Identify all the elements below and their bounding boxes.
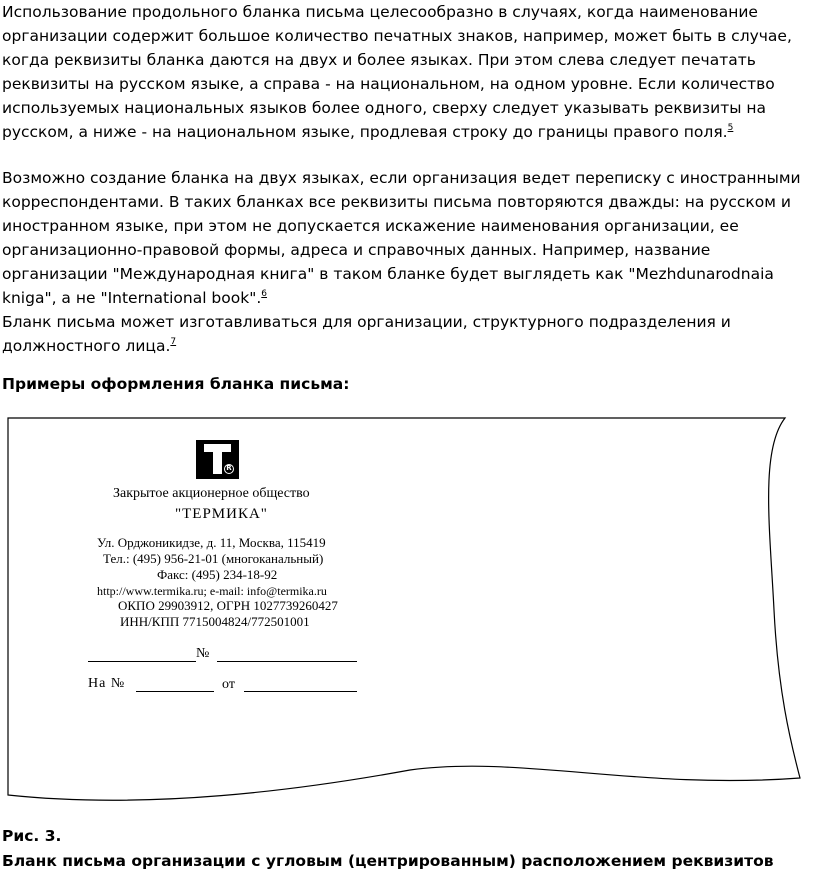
paragraph-1 [2, 0, 814, 144]
ref-from-label: от [222, 677, 235, 692]
paragraph-3-text: Бланк письма может изготавливаться для организации, структурного подразделения и должностного лица. [2, 313, 731, 355]
ref-date-field [244, 691, 357, 692]
org-web-email: http://www.termika.ru; e-mail: info@termika.ru [97, 584, 327, 598]
footnote-ref-6[interactable]: 6 [261, 289, 268, 299]
figure-caption: Бланк письма организации с угловым (центрированным) расположением реквизитов [2, 852, 774, 870]
org-address: Ул. Орджоникидзе, д. 11, Москва, 115419 [97, 535, 326, 550]
footnote-ref-7[interactable]: 7 [170, 337, 177, 347]
paragraph-2-text: Возможно создание бланка на двух языках, если организация ведет переписку с иностранными корреспондентами. В таких бланках все реквизиты письма повторяются дважды: на русском и иностранном языке, при этом не допускается искажение наименования организации, ее организационно-правовой формы, адреса и справочных данных. Например, название организации "Международная книга" в таком бланке будет выглядеть как "Mezhdunarodnaia kniga", а не "International book". [2, 169, 801, 307]
ref-number-field [136, 691, 214, 692]
outgoing-number-field [217, 661, 357, 662]
footnote-ref-5[interactable]: 5 [727, 123, 734, 133]
org-okpo: ОКПО 29903912, ОГРН 1027739260427 [118, 598, 338, 613]
number-sign: № [196, 646, 210, 661]
org-fax: Факс: (495) 234-18-92 [157, 567, 278, 582]
ref-number-label: На № [88, 676, 126, 691]
examples-heading: Примеры оформления бланка письма: [2, 375, 350, 393]
org-type: Закрытое акционерное общество [113, 486, 310, 501]
paragraph-2 [2, 166, 814, 310]
org-name: "ТЕРМИКА" [175, 506, 268, 522]
org-phone: Тел.: (495) 956-21-01 (многоканальный) [103, 551, 324, 566]
org-inn: ИНН/КПП 7715004824/772501001 [120, 614, 310, 629]
outgoing-date-field [88, 661, 196, 662]
paragraph-1-text: Использование продольного бланка письма целесообразно в случаях, когда наименование организации содержит большое количество печатных знаков, например, может быть в случае, когда реквизиты бланка даются на двух и более языках. При этом слева следует печатать реквизиты на русском языке, а справа - на национальном, на одном уровне. Если количество используемых национальных языков более одного, сверху следует указывать реквизиты на русском, а ниже - на национальном языке, продлевая строку до границы правого поля. [2, 3, 792, 141]
figure-number: Рис. 3. [2, 827, 62, 845]
termika-logo-icon: R [196, 440, 239, 479]
paragraph-3 [2, 310, 814, 358]
